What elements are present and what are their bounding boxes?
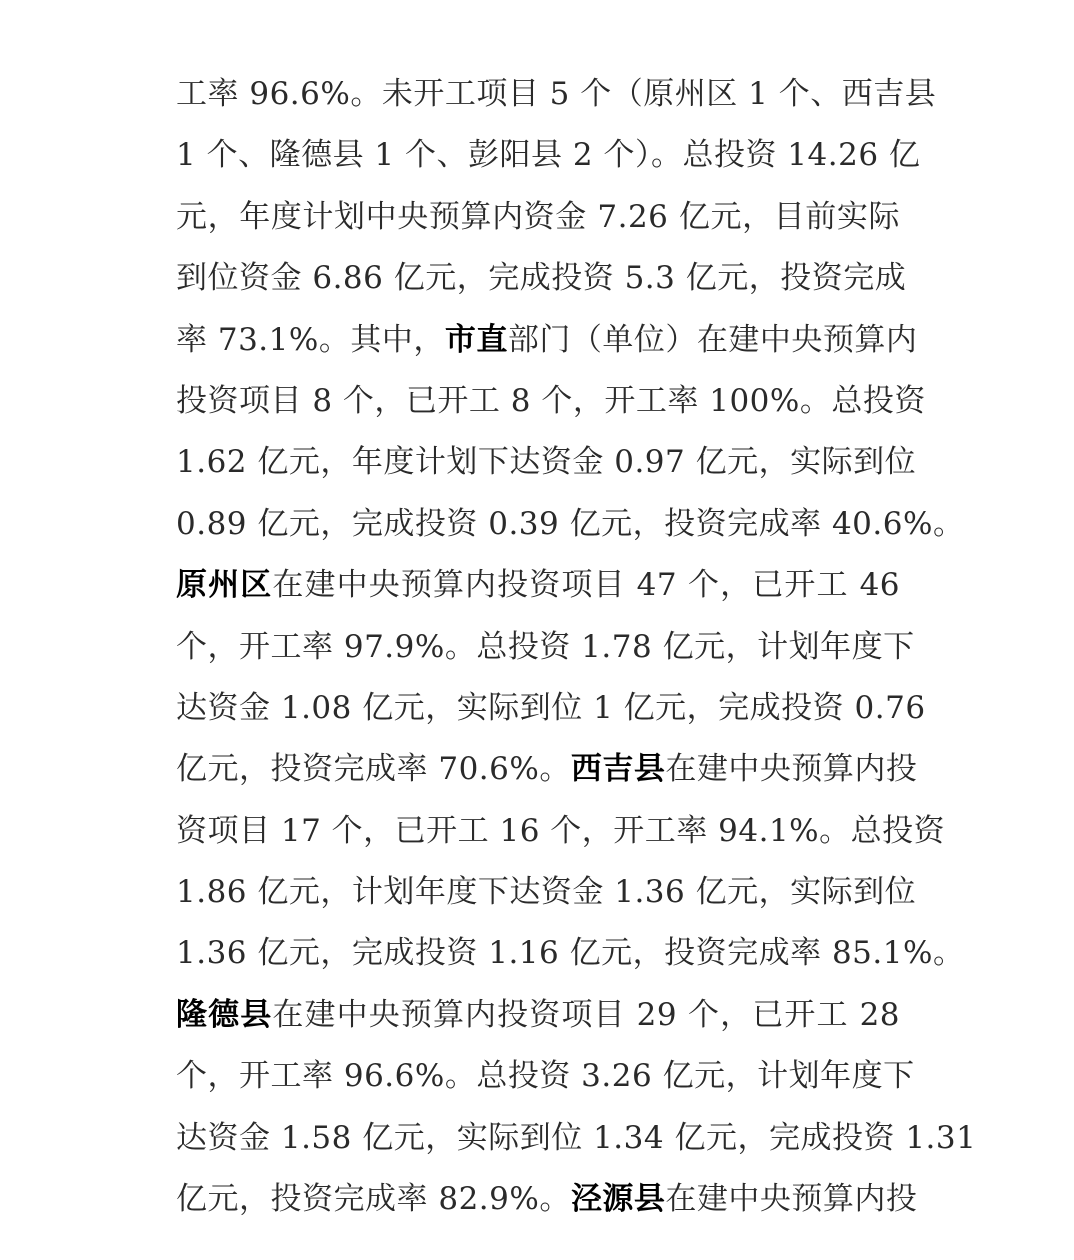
text-line bbox=[176, 1108, 977, 1169]
text-line bbox=[176, 801, 946, 862]
text-line bbox=[176, 371, 926, 432]
text-line bbox=[176, 862, 917, 923]
text-run: 达资金 1.08 亿元，实际到位 1 亿元，完成投资 0.76 bbox=[176, 689, 926, 726]
text-line bbox=[176, 494, 965, 555]
text-run: 1.62 亿元，年度计划下达资金 0.97 亿元，实际到位 bbox=[176, 444, 917, 481]
text-run: 部门（单位）在建中央预算内 bbox=[507, 321, 918, 358]
text-run: 元，年度计划中央预算内资金 7.26 亿元，目前实际 bbox=[176, 198, 900, 235]
text-run: 投资项目 8 个，已开工 8 个，开工率 100%。总投资 bbox=[176, 382, 926, 419]
text-line bbox=[176, 617, 915, 678]
text-line bbox=[176, 923, 965, 984]
region-name: 市直 bbox=[444, 321, 508, 358]
text-line bbox=[176, 678, 926, 739]
text-line bbox=[176, 1046, 915, 1107]
text-run: 资项目 17 个，已开工 16 个，开工率 94.1%。总投资 bbox=[176, 812, 946, 849]
text-run: 1 个、隆德县 1 个、彭阳县 2 个）。总投资 14.26 亿 bbox=[176, 137, 921, 174]
text-run: 在建中央预算内投资项目 47 个，已开工 46 bbox=[272, 567, 901, 604]
text-run: 个，开工率 96.6%。总投资 3.26 亿元，计划年度下 bbox=[176, 1058, 915, 1095]
text-run: 达资金 1.58 亿元，实际到位 1.34 亿元，完成投资 1.31 bbox=[176, 1119, 977, 1156]
text-run: 亿元，投资完成率 70.6%。 bbox=[176, 751, 571, 788]
text-run: 1.86 亿元，计划年度下达资金 1.36 亿元，实际到位 bbox=[176, 874, 917, 911]
text-run: 工率 96.6%。未开工项目 5 个（原州区 1 个、西吉县 bbox=[176, 76, 937, 112]
text-run: 到位资金 6.86 亿元，完成投资 5.3 亿元，投资完成 bbox=[176, 260, 907, 297]
text-run: 率 73.1%。其中， bbox=[176, 321, 445, 358]
text-run: 在建中央预算内投 bbox=[665, 1181, 918, 1218]
text-line bbox=[176, 248, 907, 309]
text-run: 0.89 亿元，完成投资 0.39 亿元，投资完成率 40.6%。 bbox=[176, 505, 965, 542]
text-line bbox=[176, 125, 921, 186]
text-run: 亿元，投资完成率 82.9%。 bbox=[176, 1181, 571, 1218]
text-line bbox=[176, 432, 917, 493]
region-name: 西吉县 bbox=[570, 751, 666, 788]
text-run: 1.36 亿元，完成投资 1.16 亿元，投资完成率 85.1%。 bbox=[176, 935, 965, 972]
text-run: 在建中央预算内投 bbox=[665, 751, 918, 788]
text-line bbox=[176, 985, 900, 1046]
text-line bbox=[176, 310, 918, 371]
region-name: 泾源县 bbox=[570, 1181, 666, 1218]
text-line bbox=[176, 64, 937, 125]
text-run: 在建中央预算内投资项目 29 个，已开工 28 bbox=[272, 996, 901, 1033]
body-text bbox=[176, 64, 977, 1230]
text-line bbox=[176, 555, 900, 616]
text-line bbox=[176, 739, 918, 800]
text-line bbox=[176, 1169, 918, 1230]
text-run: 个，开工率 97.9%。总投资 1.78 亿元，计划年度下 bbox=[176, 628, 915, 665]
region-name: 隆德县 bbox=[176, 996, 273, 1033]
text-line bbox=[176, 187, 900, 248]
region-name: 原州区 bbox=[176, 567, 273, 604]
